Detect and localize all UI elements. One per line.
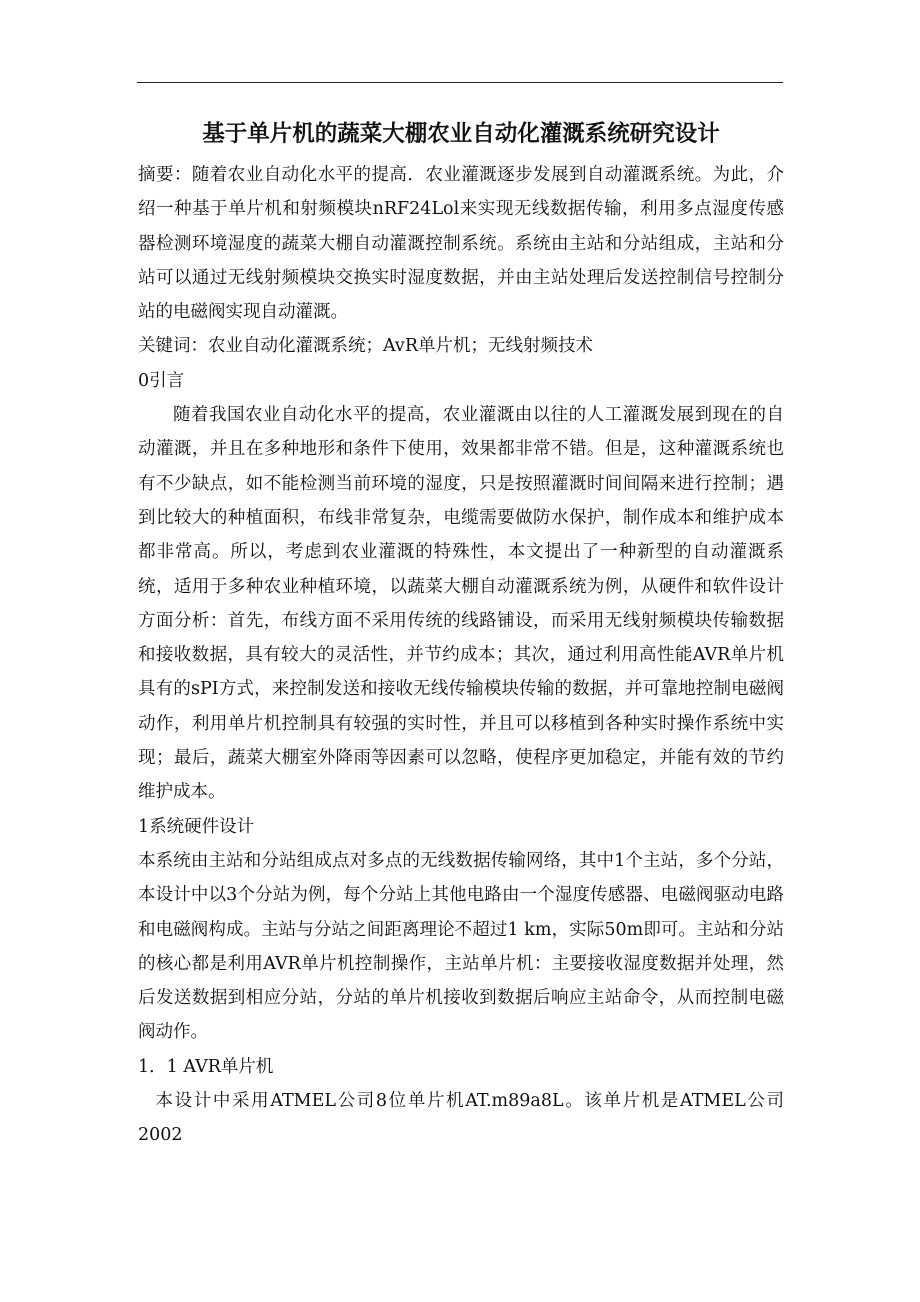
- header-rule: [137, 82, 783, 83]
- section-1-1-heading: 1．1 AVR单片机: [138, 1056, 274, 1077]
- abstract-paragraph: 摘要：随着农业自动化水平的提高．农业灌溉逐步发展到自动灌溉系统。为此，介绍一种基于单片机和射频模块nRF24Lol来实现无线数据传输，利用多点湿度传感器检测环境湿度的蔬菜大棚自动灌溉控制系统。系统由主站和分站组成，主站和分站可以通过无线射频模块交换实时湿度数据，并由主站处理后发送控制信号控制分站的电磁阀实现自动灌溉。: [138, 165, 784, 323]
- document-title: 基于单片机的蔬菜大棚农业自动化灌溉系统研究设计: [202, 121, 720, 147]
- section-0-paragraph: 随着我国农业自动化水平的提高，农业灌溉由以往的人工灌溉发展到现在的自动灌溉，并且在多种地形和条件下使用，效果都非常不错。但是，这种灌溉系统也有不少缺点，如不能检测当前环境的湿度，只是按照灌溉时间间隔来进行控制；遇到比较大的种植面积，布线非常复杂，电缆需要做防水保护，制作成本和维护成本都非常高。所以，考虑到农业灌溉的特殊性，本文提出了一种新型的自动灌溉系统，适用于多种农业种植环境，以蔬菜大棚自动灌溉系统为例，从硬件和软件设计方面分析：首先，布线方面不采用传统的线路铺设，而采用无线射频模块传输数据和接收数据，具有较大的灵活性，并节约成本；其次，通过利用高性能AVR单片机具有的sPI方式，来控制发送和接收无线传输模块传输的数据，并可靠地控制电磁阀动作，利用单片机控制具有较强的实时性，并且可以移植到各种实时操作系统中实现；最后，蔬菜大棚室外降雨等因素可以忽略，使程序更加稳定，并能有效的节约维护成本。: [138, 405, 784, 803]
- section-1-1-paragraph: 本设计中采用ATMEL公司8位单片机AT.m89a8L。该单片机是ATMEL公司2002: [138, 1091, 784, 1146]
- section-1-paragraph: 本系统由主站和分站组成点对多点的无线数据传输网络，其中1个主站，多个分站，本设计中以3个分站为例，每个分站上其他电路由一个湿度传感器、电磁阀驱动电路和电磁阀构成。主站与分站之间距离理论不超过1 km，实际50m即可。主站和分站的核心都是利用AVR单片机控制操作，主站单片机：主要接收湿度数据并处理，然后发送数据到相应分站，分站的单片机接收到数据后响应主站命令，从而控制电磁阀动作。: [138, 850, 784, 1043]
- section-0-heading: 0引言: [138, 370, 185, 391]
- document-body: [138, 116, 784, 1153]
- section-1-heading: 1系统硬件设计: [138, 816, 255, 837]
- keywords-line: 关键词：农业自动化灌溉系统；AvR单片机；无线射频技术: [138, 336, 593, 357]
